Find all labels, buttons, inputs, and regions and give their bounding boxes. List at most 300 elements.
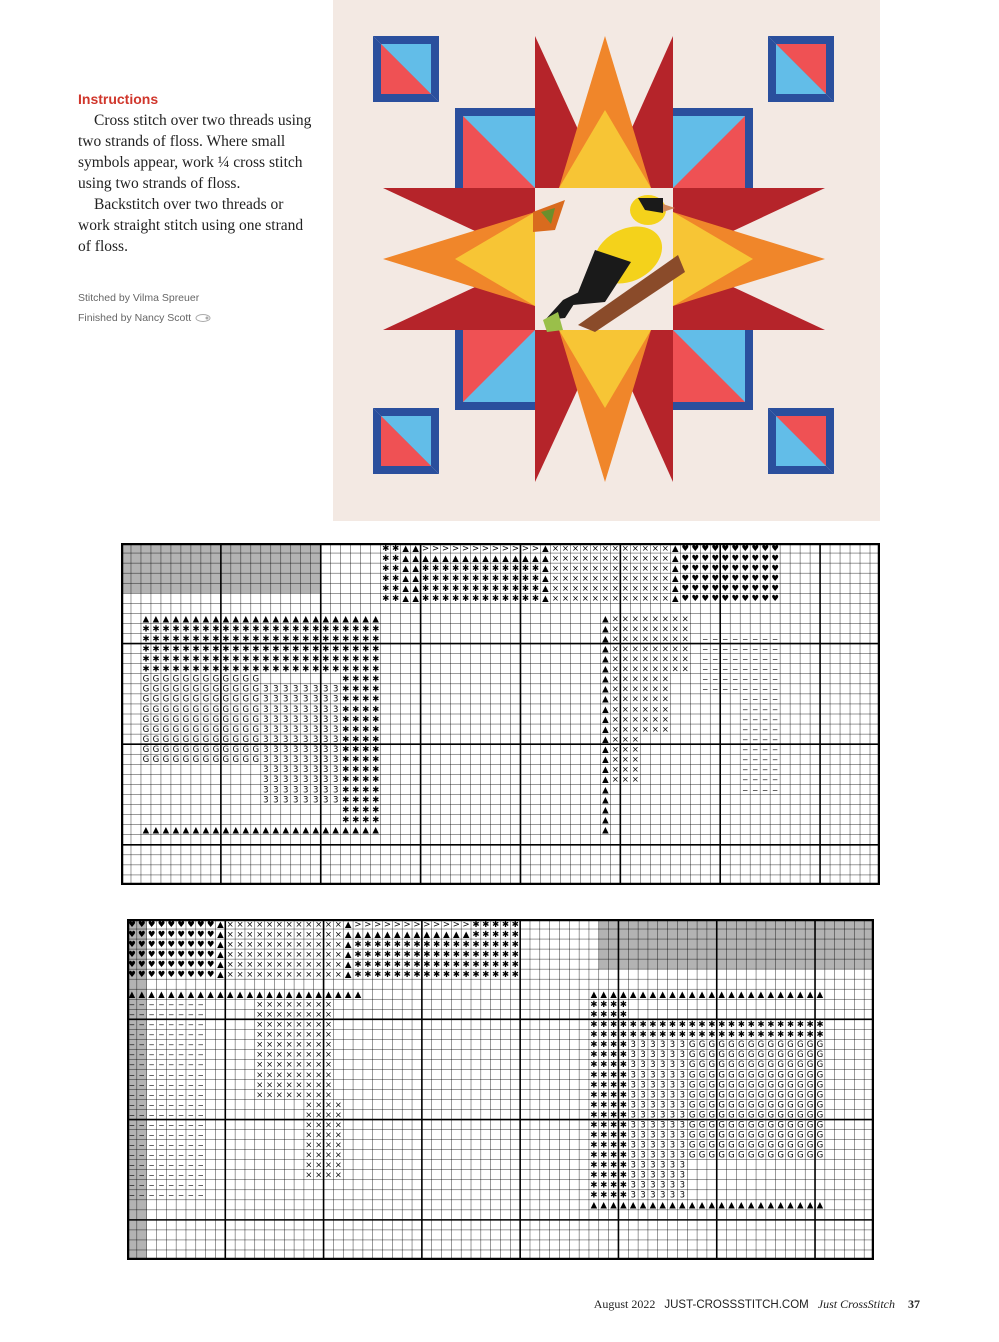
chart-symbol: ✱ — [600, 1170, 608, 1181]
chart-symbol: ⨯ — [611, 543, 619, 554]
chart-symbol: ▲ — [217, 959, 224, 970]
chart-symbol: G — [767, 1040, 775, 1051]
chart-symbol: ‒ — [732, 634, 738, 645]
chart-symbol: ▲ — [246, 990, 254, 1001]
chart-symbol: ♥ — [177, 939, 185, 950]
chart-symbol: ✱ — [242, 654, 250, 665]
chart-symbol: ▲ — [252, 614, 260, 625]
chart-symbol: ⨯ — [295, 1030, 303, 1041]
chart-symbol: 3 — [293, 734, 299, 745]
chart-symbol: G — [806, 1050, 814, 1061]
chart-symbol: ✱ — [590, 1170, 598, 1181]
chart-symbol: ♥ — [206, 919, 215, 930]
chart-symbol: ‒ — [188, 1040, 194, 1051]
chart-symbol: ▲ — [787, 990, 794, 1001]
chart-symbol: ▲ — [590, 1200, 598, 1211]
chart-symbol: ⨯ — [571, 563, 579, 574]
chart-symbol: ♥ — [128, 929, 136, 940]
chart-symbol: ⨯ — [621, 694, 629, 705]
chart-symbol: ♥ — [731, 574, 740, 585]
chart-symbol: ✱ — [609, 1050, 618, 1061]
chart-symbol: ‒ — [129, 1140, 135, 1151]
cross-stitch-chart-top — [121, 543, 880, 885]
chart-symbol: ‒ — [198, 1140, 204, 1151]
chart-symbol: 3 — [303, 755, 309, 766]
chart-symbol: 3 — [313, 745, 319, 756]
chart-symbol: G — [806, 1070, 814, 1081]
chart-symbol: > — [452, 919, 460, 930]
chart-symbol: ✱ — [590, 1080, 598, 1091]
chart-symbol: ▲ — [138, 990, 146, 1001]
chart-symbol: ▲ — [433, 929, 440, 940]
chart-symbol: 3 — [323, 785, 329, 796]
chart-symbol: ▲ — [412, 574, 419, 585]
chart-symbol: ♥ — [771, 553, 779, 564]
chart-symbol: G — [718, 1070, 725, 1081]
chart-symbol: ✱ — [372, 624, 380, 635]
chart-symbol: G — [787, 1150, 794, 1161]
chart-symbol: ▲ — [402, 574, 409, 585]
chart-symbol: ▲ — [629, 1200, 637, 1211]
chart-symbol: ✱ — [152, 624, 160, 635]
chart-symbol: ▲ — [767, 1200, 775, 1211]
chart-symbol: G — [747, 1070, 755, 1081]
page-footer — [588, 1297, 920, 1312]
chart-symbol: ✱ — [481, 584, 490, 595]
chart-symbol: ♥ — [167, 969, 176, 980]
chart-symbol: G — [718, 1050, 725, 1061]
chart-symbol: ✱ — [342, 664, 350, 675]
chart-symbol: G — [202, 734, 210, 745]
chart-symbol: ✱ — [192, 634, 200, 645]
chart-symbol: ✱ — [212, 664, 220, 675]
chart-symbol: ⨯ — [295, 1000, 303, 1011]
chart-symbol: ♥ — [681, 553, 690, 564]
chart-symbol: ✱ — [471, 574, 480, 585]
chart-symbol: ✱ — [372, 724, 380, 735]
chart-symbol: ✱ — [292, 644, 300, 655]
chart-symbol: ⨯ — [315, 1070, 323, 1081]
chart-symbol: ▲ — [282, 825, 290, 836]
chart-symbol: ‒ — [742, 714, 748, 725]
chart-symbol: ⨯ — [334, 929, 342, 940]
chart-symbol: 3 — [630, 1130, 636, 1141]
chart-symbol: ‒ — [722, 644, 728, 655]
chart-symbol: ▲ — [777, 990, 784, 1001]
chart-symbol: ▲ — [602, 704, 609, 715]
chart-symbol: G — [767, 1140, 775, 1151]
chart-symbol: ⨯ — [324, 939, 333, 950]
chart-symbol: ▲ — [162, 614, 170, 625]
chart-symbol: ⨯ — [661, 553, 669, 564]
chart-symbol: ♥ — [771, 574, 779, 585]
chart-symbol: ⨯ — [315, 1120, 323, 1131]
chart-symbol: ‒ — [752, 634, 758, 645]
chart-symbol: G — [806, 1080, 814, 1091]
chart-symbol: ♥ — [137, 939, 146, 950]
chart-symbol: 3 — [273, 775, 279, 786]
chart-symbol: ♥ — [701, 553, 710, 564]
chart-symbol: ⨯ — [226, 969, 234, 980]
chart-symbol: ♥ — [187, 959, 195, 970]
chart-symbol: ▲ — [372, 825, 379, 836]
issue-date: August 2022 — [593, 1297, 656, 1311]
chart-symbol: ⨯ — [641, 574, 649, 585]
chart-symbol: ‒ — [198, 1180, 204, 1191]
chart-symbol: ▲ — [342, 614, 349, 625]
chart-symbol: ✱ — [162, 654, 170, 665]
chart-symbol: ‒ — [742, 694, 748, 705]
chart-symbol: 3 — [630, 1120, 636, 1131]
finished-by-row — [78, 312, 212, 324]
chart-symbol: ✱ — [352, 765, 360, 776]
chart-symbol: ♥ — [771, 594, 779, 605]
chart-symbol: ♥ — [128, 959, 136, 970]
chart-symbol: ‒ — [148, 1090, 155, 1101]
chart-symbol: ‒ — [762, 684, 768, 695]
chart-symbol: > — [433, 919, 441, 930]
chart-symbol: G — [162, 694, 170, 705]
chart-symbol: ♥ — [711, 574, 720, 585]
chart-symbol: 3 — [679, 1180, 686, 1191]
chart-symbol: ✱ — [382, 594, 390, 605]
chart-symbol: ▲ — [816, 1200, 824, 1211]
chart-symbol: ‒ — [168, 1110, 174, 1121]
chart-symbol: ✱ — [352, 815, 360, 826]
chart-symbol: ♥ — [167, 949, 176, 960]
chart-symbol: ✱ — [600, 1130, 608, 1141]
chart-symbol: G — [152, 714, 160, 725]
chart-symbol: G — [698, 1050, 706, 1061]
chart-symbol: G — [202, 694, 210, 705]
chart-symbol: 3 — [630, 1040, 636, 1051]
chart-symbol: 3 — [630, 1060, 636, 1071]
chart-symbol: G — [806, 1120, 814, 1131]
chart-symbol: ♥ — [187, 929, 195, 940]
chart-symbol: ⨯ — [334, 949, 342, 960]
chart-symbol: ▲ — [757, 990, 765, 1001]
chart-symbol: G — [232, 745, 240, 756]
chart-symbol: G — [777, 1050, 784, 1061]
chart-symbol: 3 — [640, 1130, 646, 1141]
chart-symbol: ✱ — [322, 644, 330, 655]
chart-symbol: ‒ — [752, 684, 758, 695]
chart-symbol: ‒ — [762, 724, 768, 735]
chart-symbol: ✱ — [352, 704, 360, 715]
chart-symbol: ‒ — [722, 664, 728, 675]
chart-symbol: ‒ — [129, 1010, 135, 1021]
chart-symbol: ✱ — [364, 949, 372, 960]
chart-symbol: ▲ — [442, 553, 449, 564]
chart-symbol: ‒ — [198, 1130, 204, 1141]
chart-symbol: ⨯ — [611, 765, 619, 776]
chart-symbol: ✱ — [481, 563, 490, 574]
chart-symbol: 3 — [669, 1090, 676, 1101]
chart-symbol: 3 — [323, 775, 329, 786]
chart-symbol: 3 — [273, 724, 279, 735]
chart-symbol: ⨯ — [256, 1030, 264, 1041]
chart-symbol: 3 — [659, 1100, 666, 1111]
chart-symbol: ⨯ — [265, 959, 274, 970]
chart-symbol: ⨯ — [315, 959, 323, 970]
chart-symbol: ⨯ — [571, 594, 579, 605]
chart-symbol: G — [142, 734, 150, 745]
chart-symbol: ⨯ — [601, 553, 609, 564]
chart-symbol: ⨯ — [631, 594, 639, 605]
chart-symbol: 3 — [659, 1140, 666, 1151]
chart-symbol: 3 — [630, 1180, 636, 1191]
chart-symbol: 3 — [313, 765, 319, 776]
chart-symbol: ⨯ — [256, 969, 264, 980]
chart-symbol: ▲ — [767, 990, 775, 1001]
chart-symbol: ⨯ — [621, 644, 629, 655]
chart-symbol: ⨯ — [551, 563, 560, 574]
chart-symbol: ⨯ — [285, 919, 293, 930]
chart-symbol: ‒ — [178, 1140, 184, 1151]
chart-symbol: > — [393, 919, 401, 930]
chart-symbol: 3 — [640, 1100, 646, 1111]
chart-symbol: 3 — [303, 704, 309, 715]
chart-symbol: ⨯ — [621, 664, 629, 675]
chart-symbol: 3 — [313, 694, 319, 705]
chart-symbol: ✱ — [511, 969, 519, 980]
chart-symbol: G — [738, 1090, 745, 1101]
chart-symbol: ✱ — [816, 1020, 824, 1031]
chart-symbol: ▲ — [162, 825, 170, 836]
chart-symbol: ✱ — [442, 969, 451, 980]
chart-symbol: ‒ — [178, 1050, 184, 1061]
chart-symbol: ✱ — [531, 574, 540, 585]
chart-symbol: ✱ — [609, 1040, 618, 1051]
chart-symbol: ✱ — [511, 584, 520, 595]
chart-symbol: G — [202, 745, 210, 756]
chart-symbol: ♥ — [187, 919, 195, 930]
chart-symbol: ⨯ — [661, 624, 669, 635]
chart-symbol: ⨯ — [631, 553, 639, 564]
chart-symbol: ✱ — [272, 654, 280, 665]
chart-symbol: ‒ — [742, 684, 748, 695]
chart-symbol: G — [708, 1050, 716, 1061]
chart-symbol: G — [777, 1120, 784, 1131]
chart-symbol: ‒ — [772, 694, 778, 705]
chart-symbol: ♥ — [177, 949, 185, 960]
chart-symbol: ▲ — [217, 990, 224, 1001]
chart-symbol: ‒ — [139, 1050, 145, 1061]
chart-symbol: G — [172, 755, 180, 766]
chart-symbol: G — [182, 755, 190, 766]
chart-symbol: ⨯ — [265, 1050, 274, 1061]
chart-symbol: G — [242, 684, 250, 695]
chart-symbol: ▲ — [315, 990, 322, 1001]
chart-symbol: 3 — [679, 1080, 686, 1091]
chart-symbol: ⨯ — [285, 949, 293, 960]
chart-symbol: ‒ — [198, 1090, 204, 1101]
chart-symbol: ✱ — [352, 644, 360, 655]
chart-symbol: G — [698, 1040, 706, 1051]
chart-symbol: ✱ — [372, 674, 380, 685]
chart-symbol: ‒ — [762, 714, 768, 725]
chart-symbol: G — [738, 1140, 745, 1151]
chart-symbol: ✱ — [461, 574, 470, 585]
chart-symbol: ‒ — [168, 1020, 174, 1031]
chart-symbol: ✱ — [392, 584, 400, 595]
chart-symbol: ‒ — [178, 1170, 184, 1181]
chart-symbol: ▲ — [602, 785, 609, 796]
chart-symbol: ✱ — [322, 654, 330, 665]
chart-symbol: ⨯ — [561, 563, 570, 574]
chart-symbol: ✱ — [342, 714, 350, 725]
chart-symbol: ♥ — [741, 553, 750, 564]
chart-symbol: G — [688, 1150, 696, 1161]
chart-symbol: ‒ — [139, 1080, 145, 1091]
chart-symbol: 3 — [332, 684, 339, 695]
chart-symbol: ✱ — [252, 634, 260, 645]
chart-symbol: G — [787, 1070, 794, 1081]
chart-symbol: ✱ — [619, 1100, 627, 1111]
chart-symbol: 3 — [669, 1150, 676, 1161]
chart-symbol: ⨯ — [334, 939, 342, 950]
chart-symbol: G — [172, 714, 180, 725]
chart-symbol: 3 — [659, 1150, 666, 1161]
chart-symbol: G — [708, 1060, 716, 1071]
chart-symbol: ‒ — [139, 1040, 145, 1051]
chart-symbol: ✱ — [362, 775, 370, 786]
chart-symbol: ✱ — [202, 664, 210, 675]
chart-symbol: G — [142, 714, 150, 725]
chart-symbol: ‒ — [732, 684, 738, 695]
chart-symbol: G — [152, 674, 160, 685]
chart-symbol: ⨯ — [295, 929, 303, 940]
chart-symbol: ▲ — [602, 795, 609, 806]
chart-symbol: 3 — [332, 775, 339, 786]
chart-symbol: G — [787, 1050, 794, 1061]
chart-symbol: ✱ — [362, 785, 370, 796]
chart-symbol: ♥ — [761, 584, 769, 595]
chart-symbol: ⨯ — [285, 969, 293, 980]
chart-symbol: ‒ — [139, 1160, 145, 1171]
chart-symbol: ♥ — [761, 553, 769, 564]
chart-symbol: ✱ — [222, 634, 230, 645]
chart-symbol: ♥ — [206, 939, 215, 950]
chart-symbol: ✱ — [600, 1120, 608, 1131]
chart-symbol: ♥ — [741, 563, 750, 574]
chart-symbol: ▲ — [352, 614, 359, 625]
chart-symbol: ▲ — [202, 614, 210, 625]
chart-symbol: ⨯ — [275, 1070, 283, 1081]
chart-symbol: ⨯ — [265, 929, 274, 940]
chart-symbol: ⨯ — [315, 1150, 323, 1161]
chart-symbol: G — [728, 1110, 735, 1121]
chart-symbol: ✱ — [392, 563, 400, 574]
chart-symbol: ✱ — [501, 959, 509, 970]
chart-symbol: ⨯ — [621, 714, 629, 725]
chart-symbol: ▲ — [542, 594, 549, 605]
chart-symbol: G — [252, 684, 260, 695]
chart-symbol: ✱ — [322, 624, 330, 635]
chart-symbol: G — [796, 1130, 804, 1141]
chart-symbol: ⨯ — [641, 694, 649, 705]
chart-symbol: ♥ — [177, 929, 185, 940]
chart-symbol: ✱ — [252, 624, 260, 635]
chart-symbol: ▲ — [412, 563, 419, 574]
chart-symbol: ✱ — [431, 594, 440, 605]
chart-symbol: ⨯ — [641, 704, 649, 715]
chart-symbol: 3 — [293, 724, 299, 735]
chart-symbol: ✱ — [372, 775, 380, 786]
chart-symbol: G — [757, 1150, 765, 1161]
chart-symbol: ⨯ — [246, 959, 254, 970]
chart-symbol: G — [242, 734, 250, 745]
chart-symbol: ✱ — [423, 959, 431, 970]
chart-symbol: ♥ — [711, 543, 720, 554]
chart-symbol: ♥ — [691, 563, 700, 574]
chart-symbol: ▲ — [542, 553, 549, 564]
chart-symbol: ⨯ — [611, 684, 619, 695]
chart-symbol: ♥ — [701, 574, 710, 585]
chart-symbol: ⨯ — [256, 1070, 264, 1081]
chart-symbol: G — [142, 745, 150, 756]
chart-symbol: ⨯ — [641, 624, 649, 635]
chart-symbol: ‒ — [702, 664, 708, 675]
corner-top-left — [373, 36, 439, 102]
chart-symbol: ♥ — [128, 969, 136, 980]
chart-symbol: ⨯ — [581, 584, 589, 595]
chart-symbol: ✱ — [619, 1160, 627, 1171]
chart-symbol: ‒ — [762, 785, 768, 796]
chart-symbol: ♥ — [701, 543, 710, 554]
chart-symbol: ✱ — [482, 929, 490, 940]
chart-symbol: ⨯ — [324, 1160, 333, 1171]
chart-symbol: ‒ — [139, 1060, 145, 1071]
chart-symbol: ✱ — [342, 634, 350, 645]
chart-symbol: ⨯ — [611, 724, 619, 735]
chart-symbol: G — [728, 1080, 735, 1091]
chart-symbol: ✱ — [332, 624, 340, 635]
chart-symbol: ‒ — [198, 1110, 204, 1121]
chart-symbol: ✱ — [372, 704, 380, 715]
chart-symbol: ♥ — [721, 553, 730, 564]
chart-symbol: 3 — [332, 765, 339, 776]
chart-symbol: ‒ — [129, 1030, 135, 1041]
chart-symbol: ♥ — [177, 959, 185, 970]
chart-symbol: 3 — [669, 1060, 676, 1071]
chart-symbol: ♥ — [157, 939, 166, 950]
chart-symbol: ✱ — [609, 1070, 618, 1081]
chart-symbol: ✱ — [708, 1020, 716, 1031]
chart-symbol: ⨯ — [315, 1100, 323, 1111]
chart-symbol: ✱ — [600, 1150, 608, 1161]
chart-grid-top — [121, 543, 880, 885]
chart-symbol: ✱ — [182, 644, 190, 655]
chart-symbol: 3 — [659, 1060, 666, 1071]
chart-symbol: ⨯ — [295, 959, 303, 970]
chart-symbol: G — [747, 1130, 755, 1141]
chart-symbol: ♥ — [691, 574, 700, 585]
chart-symbol: ⨯ — [324, 1030, 333, 1041]
chart-symbol: ▲ — [344, 919, 352, 930]
chart-symbol: ▲ — [342, 825, 349, 836]
chart-symbol: ✱ — [629, 1030, 637, 1041]
chart-symbol: ⨯ — [305, 1070, 313, 1081]
chart-symbol: ▲ — [671, 574, 679, 585]
chart-symbol: G — [806, 1130, 814, 1141]
chart-symbol: ‒ — [752, 674, 758, 685]
chart-symbol: ✱ — [668, 1030, 677, 1041]
chart-symbol: ▲ — [452, 553, 459, 564]
chart-symbol: ✱ — [354, 959, 362, 970]
chart-symbol: ‒ — [198, 1150, 204, 1161]
chart-symbol: ▲ — [262, 825, 270, 836]
